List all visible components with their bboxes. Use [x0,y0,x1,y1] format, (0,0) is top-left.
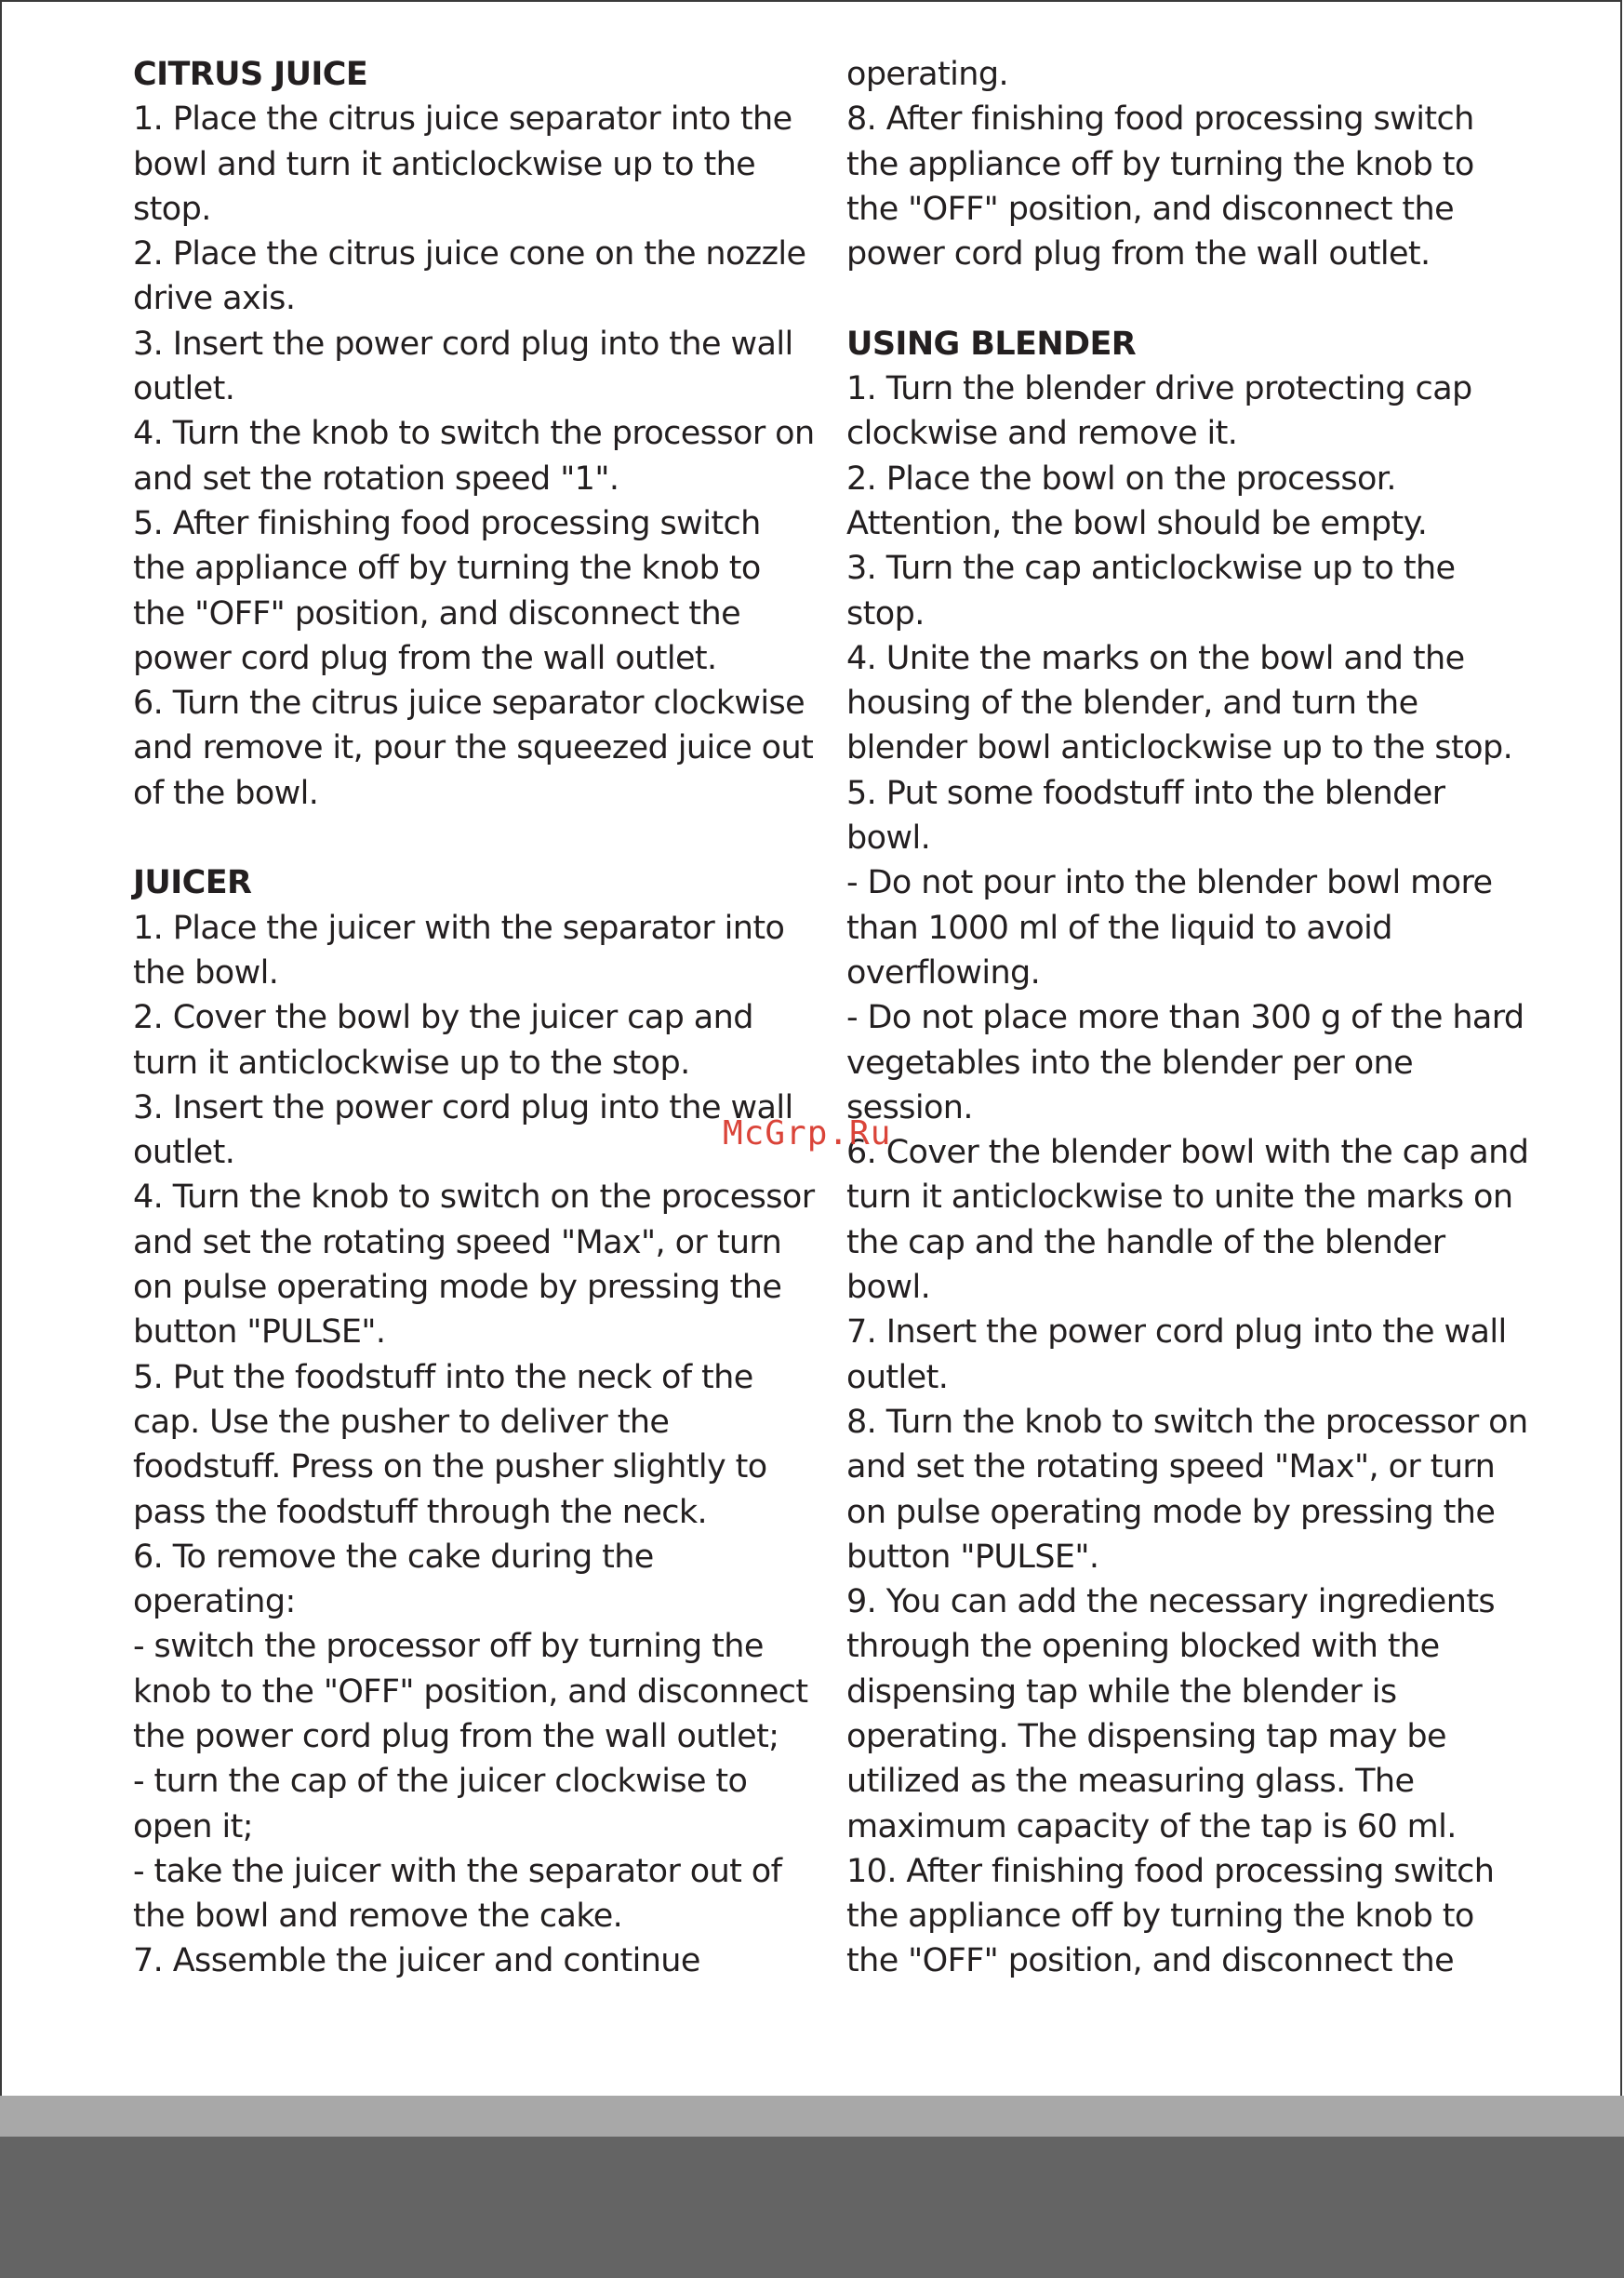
text-line: and set the rotating speed "Max", or turn [846,1448,1496,1486]
text-line: - turn the cap of the juicer clockwise to [133,1763,748,1801]
spacer [846,276,1525,321]
text-line: stop. [846,594,925,633]
section-heading: JUICER [133,864,252,902]
text-line: outlet. [133,370,235,408]
text-line: the bowl. [133,953,279,992]
text-line: blender bowl anticlockwise up to the stop. [846,729,1513,767]
right-text-column [846,52,1529,1984]
text-line: 6. Turn the citrus juice separator clockwise [133,685,805,723]
text-line: bowl. [846,1269,931,1307]
text-line: the "OFF" position, and disconnect the [846,1942,1455,1980]
text-line: bowl and turn it anticlockwise up to the [133,145,756,183]
text-line: pass the foodstuff through the neck. [133,1493,708,1531]
text-line: overflowing. [846,953,1041,992]
text-line: the cap and the handle of the blender [846,1223,1445,1261]
text-line: button "PULSE". [846,1538,1099,1576]
text-line: 5. After finishing food processing switch [133,504,761,542]
text-line: 2. Place the bowl on the processor. [846,460,1396,498]
text-line: 1. Turn the blender drive protecting cap [846,370,1472,408]
spacer [133,816,812,860]
text-line: the appliance off by turning the knob to [846,1898,1474,1936]
text-line: - take the juicer with the separator out of [133,1852,782,1890]
text-line: clockwise and remove it. [846,415,1238,453]
text-line: the "OFF" position, and disconnect the [133,594,741,633]
text-line: operating. The dispensing tap may be [846,1717,1446,1755]
text-line: the appliance off by turning the knob to [846,145,1474,183]
left-text-column [133,52,815,1984]
text-line: of the bowl. [133,774,319,812]
text-line: and set the rotation speed "1". [133,460,619,498]
text-line: and remove it, pour the squeezed juice out [133,729,814,767]
text-line: outlet. [133,1134,235,1172]
text-line: 2. Cover the bowl by the juicer cap and [133,999,753,1037]
text-line: cap. Use the pusher to deliver the [133,1403,670,1441]
text-line: the bowl and remove the cake. [133,1898,623,1936]
text-line: operating. [846,56,1008,93]
watermark: McGrp.Ru [723,1114,892,1152]
text-line: on pulse operating mode by pressing the [846,1493,1496,1531]
text-line: button "PULSE". [133,1313,386,1352]
text-line: knob to the "OFF" position, and disconnect [133,1672,808,1711]
text-line: 10. After finishing food processing switch [846,1852,1495,1890]
text-line: turn it anticlockwise up to the stop. [133,1044,690,1082]
text-line: 7. Insert the power cord plug into the wall [846,1313,1507,1352]
text-line: and set the rotating speed "Max", or turn [133,1223,782,1261]
text-line: than 1000 ml of the liquid to avoid [846,909,1392,947]
text-line: turn it anticlockwise to unite the marks on [846,1179,1513,1217]
text-line: - Do not place more than 300 g of the hard [846,999,1524,1037]
text-line: open it; [133,1807,253,1845]
text-line: operating: [133,1583,296,1621]
text-line: 5. Put the foodstuff into the neck of the [133,1358,753,1396]
text-line: 5. Put some foodstuff into the blender [846,774,1445,812]
text-line: 3. Insert the power cord plug into the wall [133,325,793,363]
text-line: drive axis. [133,280,296,318]
section-heading: USING BLENDER [846,325,1137,363]
text-line: power cord plug from the wall outlet. [133,639,717,677]
text-line: dispensing tap while the blender is [846,1672,1397,1711]
text-line: 1. Place the citrus juice separator into the [133,100,792,139]
text-line: 3. Insert the power cord plug into the wall [133,1088,793,1126]
text-line: housing of the blender, and turn the [846,685,1418,723]
text-line: outlet. [846,1358,949,1396]
text-line: 4. Turn the knob to switch the processor on [133,415,815,453]
text-line: maximum capacity of the tap is 60 ml. [846,1807,1457,1845]
footer-band-light [0,2096,1624,2137]
footer-band-dark [0,2137,1624,2278]
text-line: 9. You can add the necessary ingredients [846,1583,1496,1621]
text-line: vegetables into the blender per one [846,1044,1414,1082]
text-line: through the opening blocked with the [846,1628,1440,1666]
text-line: 4. Unite the marks on the bowl and the [846,639,1465,677]
text-line: on pulse operating mode by pressing the [133,1269,782,1307]
text-line: 7. Assemble the juicer and continue [133,1942,700,1980]
text-line: 2. Place the citrus juice cone on the nozzle [133,235,806,273]
section-heading: CITRUS JUICE [133,56,368,93]
text-line: bowl. [846,819,931,858]
text-line: power cord plug from the wall outlet. [846,235,1431,273]
text-line: 4. Turn the knob to switch on the processor [133,1179,815,1217]
text-line: 3. Turn the cap anticlockwise up to the [846,550,1456,588]
text-line: 1. Place the juicer with the separator into [133,909,785,947]
text-line: 8. Turn the knob to switch the processor on [846,1403,1528,1441]
text-line: utilized as the measuring glass. The [846,1763,1415,1801]
text-line: the power cord plug from the wall outlet; [133,1717,779,1755]
text-line: 6. Cover the blender bowl with the cap and [846,1134,1529,1172]
text-line: stop. [133,190,211,228]
text-line: session. [846,1088,973,1126]
text-line: 8. After finishing food processing switch [846,100,1474,139]
text-line: the appliance off by turning the knob to [133,550,761,588]
text-line: foodstuff. Press on the pusher slightly to [133,1448,767,1486]
text-line: the "OFF" position, and disconnect the [846,190,1455,228]
text-line: Attention, the bowl should be empty. [846,504,1428,542]
text-line: 6. To remove the cake during the [133,1538,654,1576]
text-line: - Do not pour into the blender bowl more [846,864,1493,902]
text-line: - switch the processor off by turning the [133,1628,764,1666]
